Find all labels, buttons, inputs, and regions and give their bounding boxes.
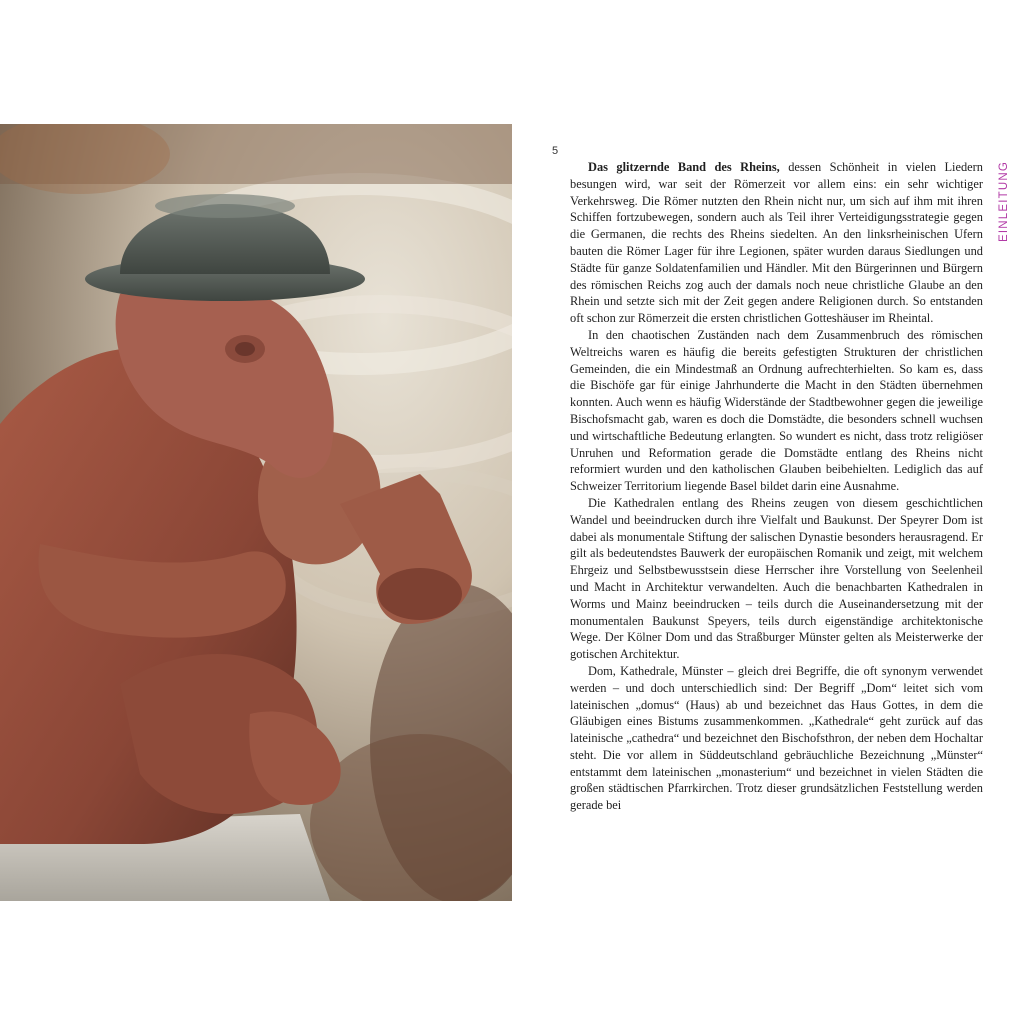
- paragraph-3: Die Kathedralen entlang des Rheins zeugen von diesem geschichtlichen Wandel und beeindrucken durch ihre Vielfalt und Baukunst. Der Speyrer Dom ist dabei als monumentale Stiftung der salischen Dynastie besonders herausragend. Er gilt als bedeutendstes Bauwerk der europäischen Romanik und zeigt, mit welchem Ehrgeiz und Selbstbewusstsein diese Herrscher ihre Vorstellung von Seelenheil und Macht in Architektur verwandelten. Auch die benachbarten Kathedralen in Worms und Mainz beeindrucken – teils durch die Auseinandersetzung mit der monumentalen Baukunst Speyers, teils durch eigenständige architektonische Wege. Der Kölner Dom und das Straßburger Münster gelten als Meisterwerke der gotischen Architektur.: [570, 495, 983, 662]
- photo-terracotta-figure: [0, 124, 512, 901]
- paragraph-2: In den chaotischen Zuständen nach dem Zusammenbruch des römischen Weltreichs waren es häufig die bereits gefestigten Strukturen der christlichen Gemeinden, die ein Mindestmaß an Ordnung aufrechterhielten. So kam es, dass die Bischöfe gar für einige Jahrhunderte die Macht in den Städten übernehmen konnten. Auch wenn es häufig Widerstände der Stadtbewohner gegen die jeweilige Bischofsmacht gab, waren es doch die Domstädte, die besonders schnell wuchsen und wirtschaftliche Bedeutung erlangten. So wundert es nicht, dass trotz religiöser Unruhen und Reformation gerade die Domstädte entlang des Rheins nicht reformiert wurden und den katholischen Glauben beibehielten. Lediglich das auf Schweizer Territorium liegende Basel bildet darin eine Ausnahme.: [570, 327, 983, 494]
- paragraph-1-text: dessen Schönheit in vielen Liedern besungen wird, war seit der Römerzeit vor allem eins: ein sehr wichtiger Verkehrsweg. Die Römer nutzten den Rhein nicht nur, um sich auf ihm mit ihren Schiffen fortzubewegen, sondern auch als Teil ihrer Verteidigungsstrategie gegen die Germanen, die rechts des Rheins siedelten. An den linksrheinischen Ufern bauten die Römer Lager für ihre Legionen, später wurden daraus Siedlungen und Städte für ganze Soldatenfamilien und Händler. Mit den Bürgerinnen und Bürgern des römischen Reichs zog auch der damals noch neue christliche Glaube an den Rhein und setzte sich mit der Zeit gegen andere Religionen durch. So entstanden oft schon zur Römerzeit die ersten christlichen Gotteshäuser im Rheintal.: [570, 160, 983, 326]
- paragraph-1: [570, 159, 983, 327]
- paragraph-4: Dom, Kathedrale, Münster – gleich drei Begriffe, die oft synonym verwendet werden – und doch unterschiedlich sind: Der Begriff „Dom“ leitet sich vom lateinischen „domus“ (Haus) ab und bezeichnet das Haus Gottes, in dem die Gläubigen eines Bistums zusammenkommen. „Kathedrale“ geht zurück auf das lateinische „cathedra“ und bezeichnet den Bischofsthron, der neben dem Hochaltar steht. Die vor allem in Süddeutschland gebräuchliche Bezeichnung „Münster“ entstammt dem lateinischen „monasterium“ und bezeichnet in vielen Städten die großen städtischen Pfarrkirchen. Trotz dieser grundsätzlichen Feststellung werden gerade bei: [570, 663, 983, 813]
- section-label: EINLEITUNG: [998, 160, 1010, 242]
- page-number: 5: [552, 145, 559, 157]
- article-body: [570, 159, 983, 814]
- lead-phrase: Das glitzernde Band des Rheins,: [588, 160, 780, 174]
- terracotta-figure-with-pipe-icon: [0, 124, 512, 901]
